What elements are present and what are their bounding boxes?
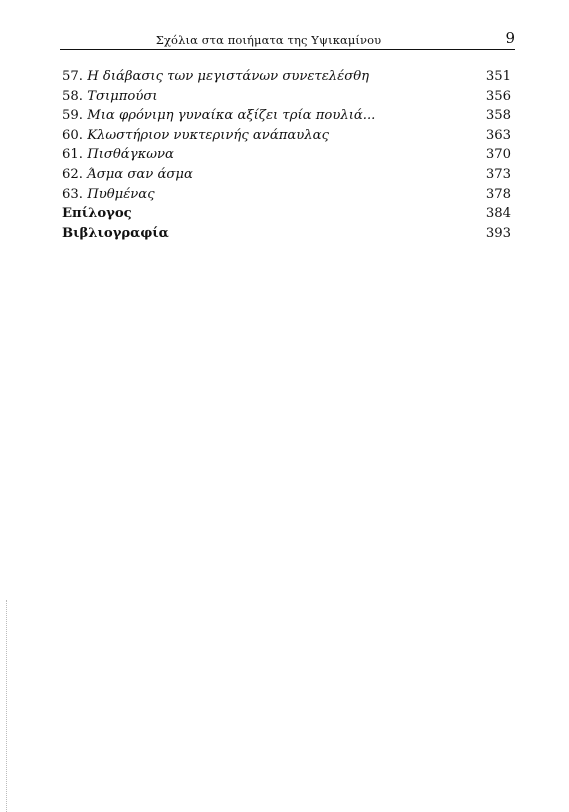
toc-entry-page: 370: [485, 147, 511, 163]
toc-entry-text: [62, 185, 155, 205]
toc-entry-page: 351: [485, 69, 511, 84]
toc-entry-text: [62, 106, 375, 126]
toc-entry-page: 384: [485, 206, 511, 222]
toc-entry-page: 363: [485, 127, 511, 143]
running-header: [60, 30, 515, 50]
toc-entry-title: Επίλογος: [62, 206, 132, 222]
scan-edge-marks: [6, 600, 8, 812]
toc-entry-text: [62, 67, 369, 87]
toc-entry-text: [62, 145, 174, 165]
page-number: 9: [505, 29, 515, 47]
toc-entry-58: [62, 87, 511, 107]
toc-entry-title: Κλωστήριον νυκτερινής ανάπαυλας: [87, 127, 329, 143]
toc-entry-number: 63.: [62, 186, 83, 202]
toc-entry-number: 58.: [62, 88, 83, 104]
table-of-contents: [62, 67, 511, 243]
toc-entry-57: [62, 67, 511, 87]
toc-entry-number: 60.: [62, 127, 83, 143]
toc-entry-bibliography: [62, 224, 511, 244]
toc-entry-title: Μια φρόνιμη γυναίκα αξίζει τρία πουλιά...: [87, 108, 376, 124]
toc-entry-title: Βιβλιογραφία: [62, 225, 169, 241]
toc-entry-title: Πισθάγκωνα: [87, 147, 174, 163]
toc-entry-62: [62, 165, 511, 185]
toc-entry-page: 373: [485, 166, 511, 182]
toc-entry-number: 61.: [62, 147, 83, 163]
toc-entry-title: Πυθμένας: [87, 186, 155, 202]
toc-entry-number: 62.: [62, 166, 83, 182]
toc-entry-title: Η διάβασις των μεγιστάνων συνετελέσθη: [87, 69, 370, 84]
toc-entry-epilogue: [62, 204, 511, 224]
toc-entry-page: 393: [485, 225, 511, 241]
toc-entry-61: [62, 145, 511, 165]
toc-entry-page: 378: [485, 186, 511, 202]
toc-entry-text: [62, 87, 158, 107]
toc-entry-60: [62, 126, 511, 146]
header-divider: [60, 49, 515, 50]
toc-entry-page: 356: [485, 88, 511, 104]
toc-entry-title: Τσιμπούσι: [87, 88, 158, 104]
toc-entry-text: [62, 165, 193, 185]
toc-entry-text: [62, 126, 329, 146]
toc-entry-title: Άσμα σαν άσμα: [87, 166, 193, 182]
toc-entry-page: 358: [485, 108, 511, 124]
toc-entry-63: [62, 185, 511, 205]
toc-entry-59: [62, 106, 511, 126]
toc-entry-text: [62, 224, 169, 244]
toc-entry-number: 59.: [62, 108, 83, 124]
running-title: Σχόλια στα ποιήματα της Υψικαμίνου: [155, 33, 382, 47]
toc-entry-number: 57.: [62, 69, 83, 84]
toc-entry-text: [62, 204, 132, 224]
